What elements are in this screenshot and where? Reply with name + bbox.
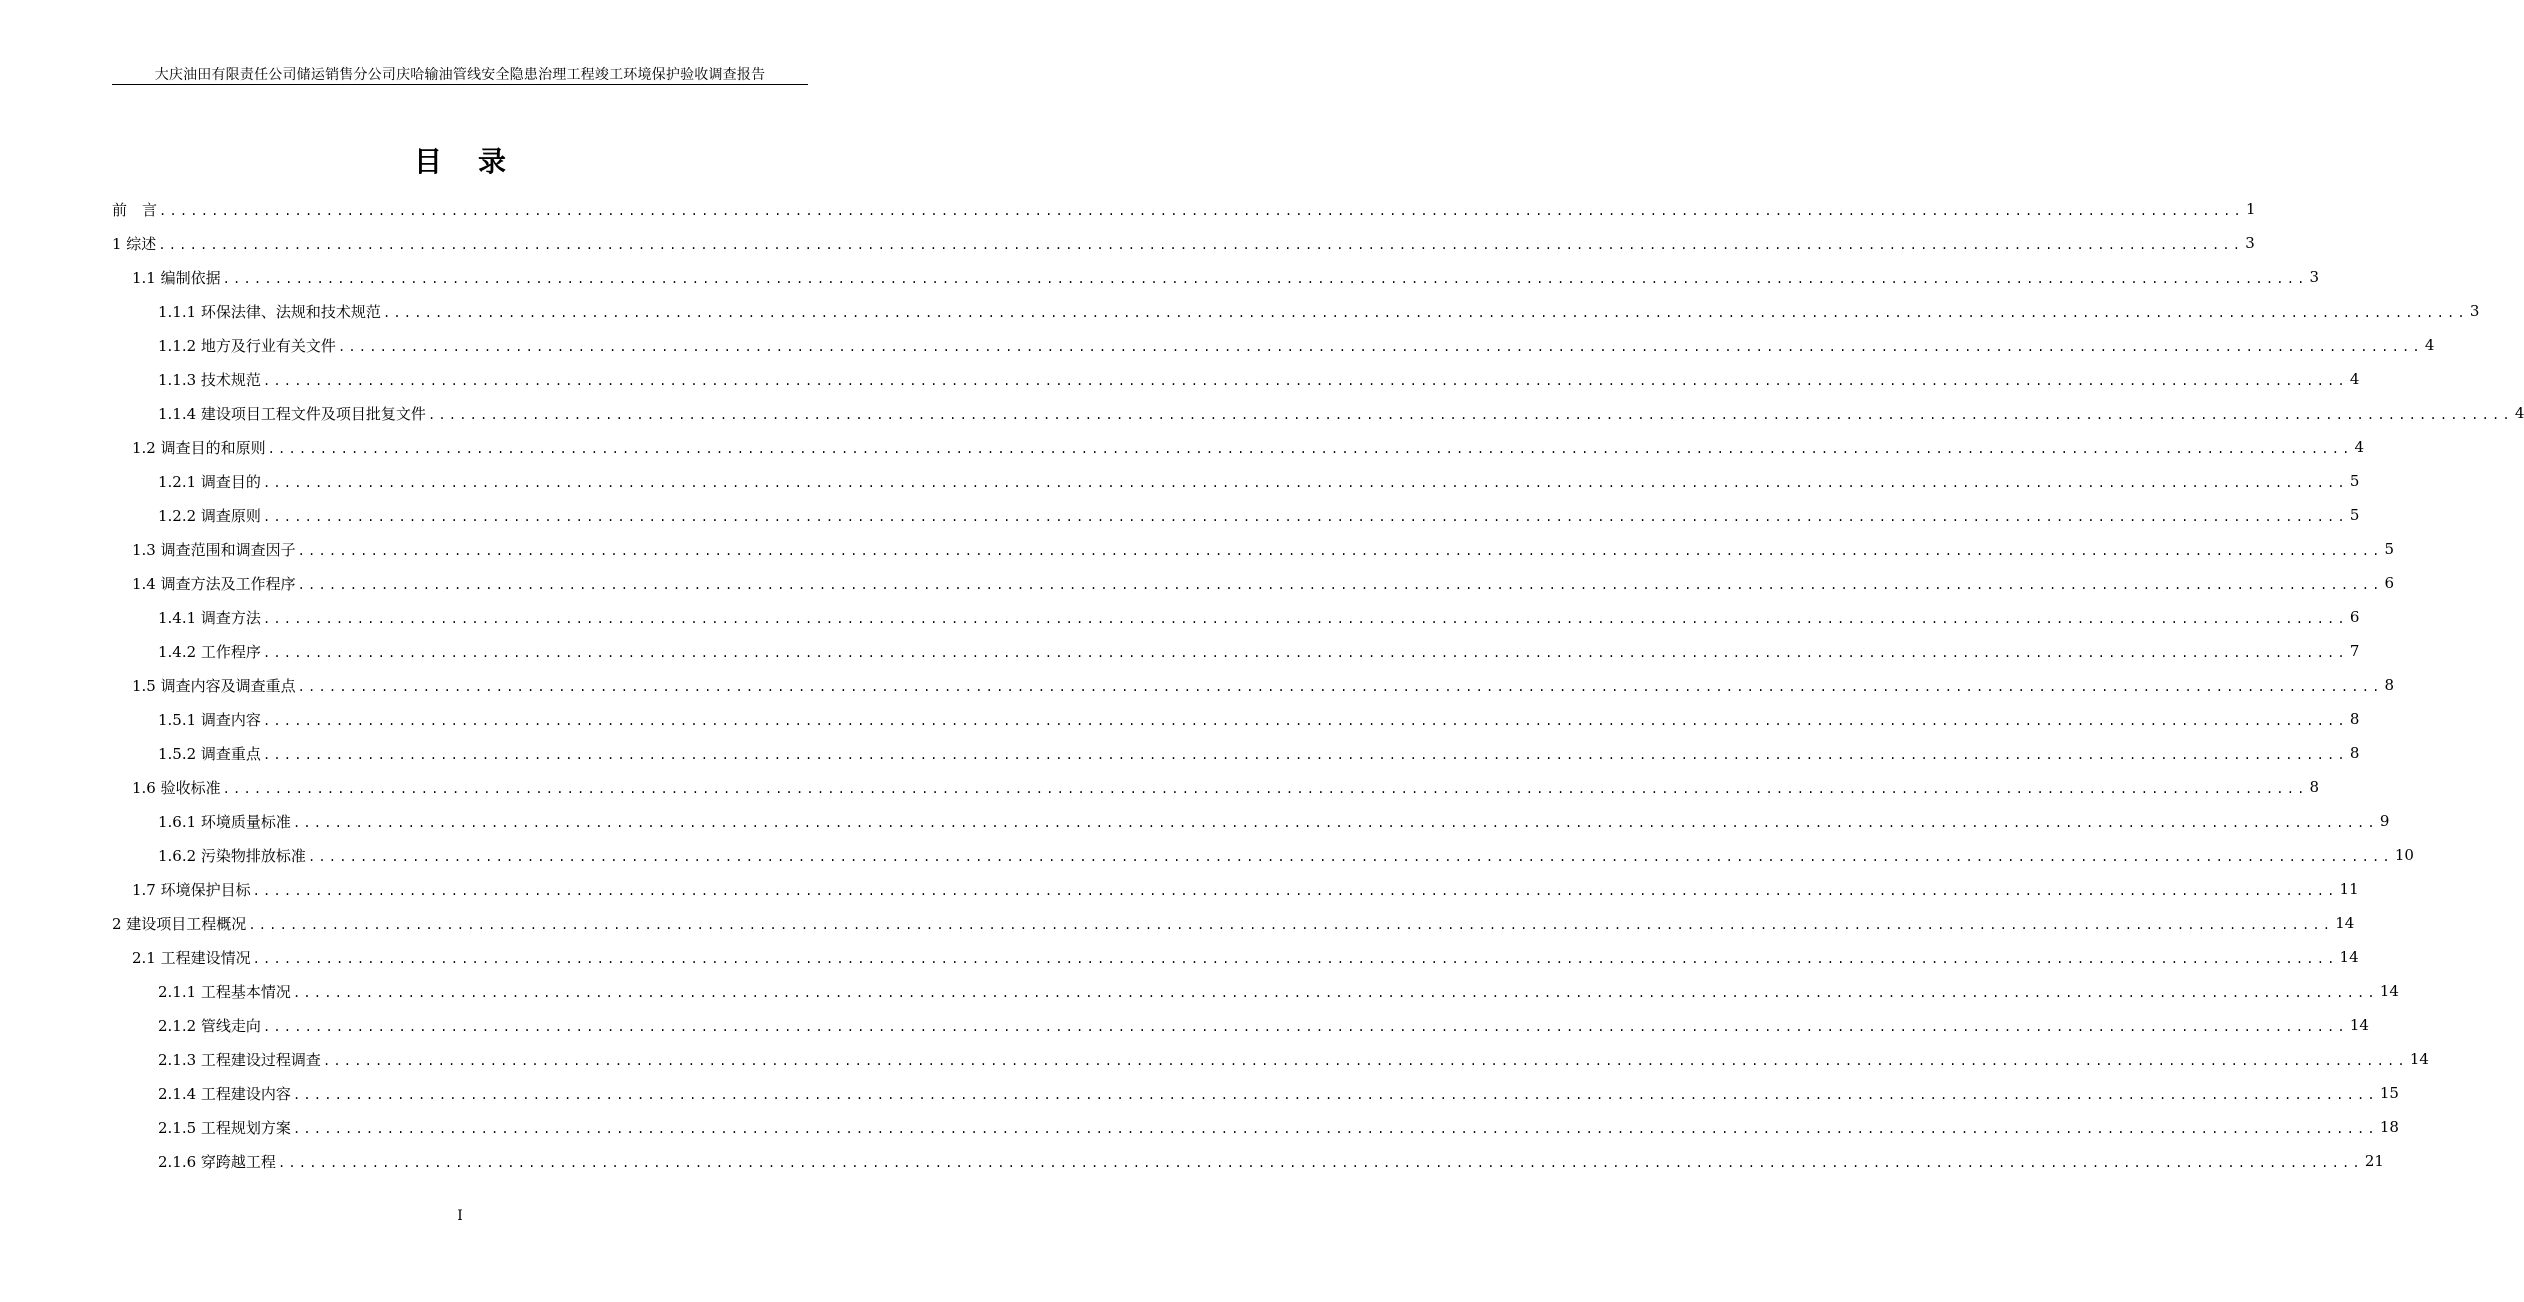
toc-entry-page: 5 [2349,472,2360,490]
toc-leader-dots: ........................................................................................................................................................................................................ [222,272,2308,286]
toc-entry-page: 3 [2469,302,2480,320]
toc-entry[interactable] [112,702,2360,736]
toc-entry[interactable] [112,430,2365,464]
toc-entry-page: 5 [2384,540,2395,558]
toc-entry[interactable] [112,498,2360,532]
toc-entry[interactable] [112,872,2359,906]
toc-entry[interactable] [112,736,2360,770]
toc-entry-label: 1.1.4 建设项目工程文件及项目批复文件 [158,404,426,423]
toc-leader-dots: ........................................................................................................................................................................................................ [322,1054,2408,1068]
toc-entry-label: 1.2.1 调查目的 [158,472,261,491]
toc-entry[interactable] [112,600,2360,634]
toc-entry-page: 8 [2309,778,2320,796]
toc-entry-page: 6 [2384,574,2395,592]
toc-leader-dots: ........................................................................................................................................................................................................ [292,986,2378,1000]
toc-leader-dots: ........................................................................................................................................................................................................ [262,1020,2348,1034]
toc-entry[interactable] [112,1008,2369,1042]
toc-leader-dots: ........................................................................................................................................................................................................ [427,408,2513,422]
toc-entry[interactable] [112,1076,2399,1110]
toc-leader-dots: ........................................................................................................................................................................................................ [252,884,2338,898]
toc-entry-page: 8 [2349,710,2360,728]
toc-entry[interactable] [112,838,2414,872]
toc-entry-page: 8 [2349,744,2360,762]
toc-leader-dots: ........................................................................................................................................................................................................ [297,578,2383,592]
toc-entry[interactable] [112,974,2399,1008]
toc-entry-label: 2.1.4 工程建设内容 [158,1084,291,1103]
toc-leader-dots: ........................................................................................................................................................................................................ [159,204,2244,218]
toc-entry-label: 1.1.2 地方及行业有关文件 [158,336,336,355]
header-rule [112,84,808,85]
toc-entry[interactable] [112,940,2359,974]
toc-entry-page: 11 [2339,880,2359,898]
toc-entry-label: 1.4.2 工作程序 [158,642,261,661]
toc-entry[interactable] [112,566,2395,600]
toc-entry-label: 1.1 编制依据 [132,268,221,287]
toc-entry[interactable] [112,1042,2429,1076]
toc-entry-label: 1.1.1 环保法律、法规和技术规范 [158,302,381,321]
toc-entry[interactable] [112,192,2256,226]
toc-leader-dots: ........................................................................................................................................................................................................ [297,680,2383,694]
toc-leader-dots: ........................................................................................................................................................................................................ [222,782,2308,796]
toc-entry[interactable] [112,1110,2399,1144]
page-title: 目录 [413,145,542,178]
toc-leader-dots: ........................................................................................................................................................................................................ [262,612,2348,626]
table-of-contents [112,192,2524,1178]
toc-entry-page: 3 [2245,234,2255,252]
toc-entry[interactable] [112,396,2524,430]
toc-entry-page: 4 [2514,404,2524,422]
toc-leader-dots: ........................................................................................................................................................................................................ [292,1088,2378,1102]
toc-leader-dots: ........................................................................................................................................................................................................ [292,816,2378,830]
toc-entry-page: 1 [2245,200,2256,218]
toc-entry-page: 9 [2379,812,2390,830]
toc-entry-label: 1.4 调查方法及工作程序 [132,574,296,593]
toc-entry-label: 1.6.1 环境质量标准 [158,812,291,831]
toc-leader-dots: ........................................................................................................................................................................................................ [248,918,2334,932]
toc-leader-dots: ........................................................................................................................................................................................................ [292,1122,2378,1136]
toc-entry-page: 4 [2424,336,2435,354]
toc-leader-dots: ........................................................................................................................................................................................................ [262,646,2348,660]
toc-entry[interactable] [112,260,2320,294]
toc-entry-label: 1.2.2 调查原则 [158,506,261,525]
toc-entry[interactable] [112,770,2320,804]
toc-entry-label: 1.6.2 污染物排放标准 [158,846,306,865]
toc-entry-page: 14 [2379,982,2399,1000]
toc-entry-label: 前 言 [112,200,158,219]
toc-entry[interactable] [112,226,2255,260]
toc-entry-label: 1.5 调查内容及调查重点 [132,676,296,695]
toc-entry[interactable] [112,532,2395,566]
toc-entry[interactable] [112,294,2480,328]
toc-entry-label: 2 建设项目工程概况 [112,914,247,933]
toc-entry-page: 7 [2349,642,2360,660]
toc-leader-dots: ........................................................................................................................................................................................................ [382,306,2468,320]
toc-entry-page: 4 [2354,438,2365,456]
toc-entry-label: 1.3 调查范围和调查因子 [132,540,296,559]
toc-entry-label: 2.1.6 穿跨越工程 [158,1152,276,1171]
toc-leader-dots: ........................................................................................................................................................................................................ [307,850,2393,864]
toc-leader-dots: ........................................................................................................................................................................................................ [262,510,2348,524]
toc-entry[interactable] [112,1144,2384,1178]
toc-entry-label: 2.1.1 工程基本情况 [158,982,291,1001]
toc-entry-label: 2.1.3 工程建设过程调查 [158,1050,321,1069]
toc-leader-dots: ........................................................................................................................................................................................................ [262,374,2348,388]
toc-entry-label: 2.1 工程建设情况 [132,948,251,967]
toc-entry-label: 2.1.2 管线走向 [158,1016,261,1035]
toc-leader-dots: ........................................................................................................................................................................................................ [297,544,2383,558]
toc-entry-page: 15 [2379,1084,2399,1102]
toc-entry-label: 1.6 验收标准 [132,778,221,797]
toc-entry[interactable] [112,804,2390,838]
toc-entry-page: 4 [2349,370,2360,388]
toc-entry-label: 2.1.5 工程规划方案 [158,1118,291,1137]
toc-entry-label: 1.4.1 调查方法 [158,608,261,627]
toc-entry-label: 1.2 调查目的和原则 [132,438,266,457]
toc-entry-page: 18 [2379,1118,2399,1136]
toc-entry[interactable] [112,328,2435,362]
toc-leader-dots: ........................................................................................................................................................................................................ [337,340,2423,354]
toc-leader-dots: ........................................................................................................................................................................................................ [252,952,2338,966]
toc-entry-page: 21 [2364,1152,2384,1170]
toc-entry-page: 3 [2309,268,2320,286]
toc-entry[interactable] [112,464,2360,498]
toc-leader-dots: ........................................................................................................................................................................................................ [262,748,2348,762]
toc-entry-page: 5 [2349,506,2360,524]
page-number: I [457,1208,463,1224]
toc-entry-label: 1.5.2 调查重点 [158,744,261,763]
toc-leader-dots: ........................................................................................................................................................................................................ [267,442,2353,456]
running-header: 大庆油田有限责任公司储运销售分公司庆哈输油管线安全隐患治理工程竣工环境保护验收调查报告 [154,67,766,83]
toc-entry[interactable] [112,362,2360,396]
toc-entry-label: 1 综述 [112,234,157,253]
toc-entry[interactable] [112,634,2360,668]
toc-entry[interactable] [112,906,2355,940]
toc-entry-page: 14 [2349,1016,2369,1034]
toc-entry-page: 14 [2335,914,2355,932]
toc-entry-page: 14 [2339,948,2359,966]
toc-leader-dots: ........................................................................................................................................................................................................ [158,238,2244,252]
toc-entry[interactable] [112,668,2395,702]
toc-leader-dots: ........................................................................................................................................................................................................ [277,1156,2363,1170]
toc-leader-dots: ........................................................................................................................................................................................................ [262,476,2348,490]
toc-entry-label: 1.1.3 技术规范 [158,370,261,389]
toc-entry-label: 1.7 环境保护目标 [132,880,251,899]
toc-entry-page: 10 [2394,846,2414,864]
toc-entry-label: 1.5.1 调查内容 [158,710,261,729]
toc-entry-page: 14 [2409,1050,2429,1068]
toc-leader-dots: ........................................................................................................................................................................................................ [262,714,2348,728]
toc-entry-page: 6 [2349,608,2360,626]
toc-entry-page: 8 [2384,676,2395,694]
